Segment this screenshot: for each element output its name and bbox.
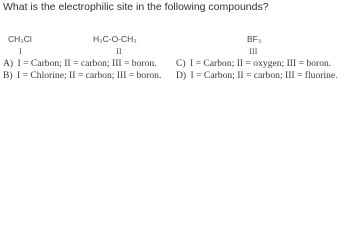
choice-c-letter: C) [176, 58, 186, 69]
compound-formula-1: CH₃Cl [8, 34, 32, 44]
question-text: What is the electrophilic site in the following compounds? [3, 1, 269, 13]
choice-d[interactable] [176, 70, 338, 81]
choice-b-letter: B) [3, 70, 13, 81]
compound-numeral-1: I [19, 46, 22, 56]
choice-d-text: I = Carbon; II = carbon; III = fluorine. [190, 70, 338, 81]
choice-c-text: I = Carbon; II = oxygen; III = boron. [190, 58, 332, 69]
choice-c[interactable] [176, 58, 331, 69]
choice-a-letter: A) [3, 58, 14, 69]
compound-numeral-3: III [249, 46, 258, 56]
choice-a-text: I = Carbon; II = carbon; III = boron. [17, 58, 157, 69]
choice-a[interactable] [3, 58, 157, 69]
choice-b[interactable] [3, 70, 161, 81]
compound-formula-2: H₃C-O-CH₃ [93, 34, 137, 44]
choice-b-text: I = Chlorine; II = carbon; III = boron. [17, 70, 162, 81]
compound-formula-3: BF₃ [247, 34, 262, 44]
choice-d-letter: D) [176, 70, 187, 81]
compound-numeral-2: II [116, 46, 122, 56]
